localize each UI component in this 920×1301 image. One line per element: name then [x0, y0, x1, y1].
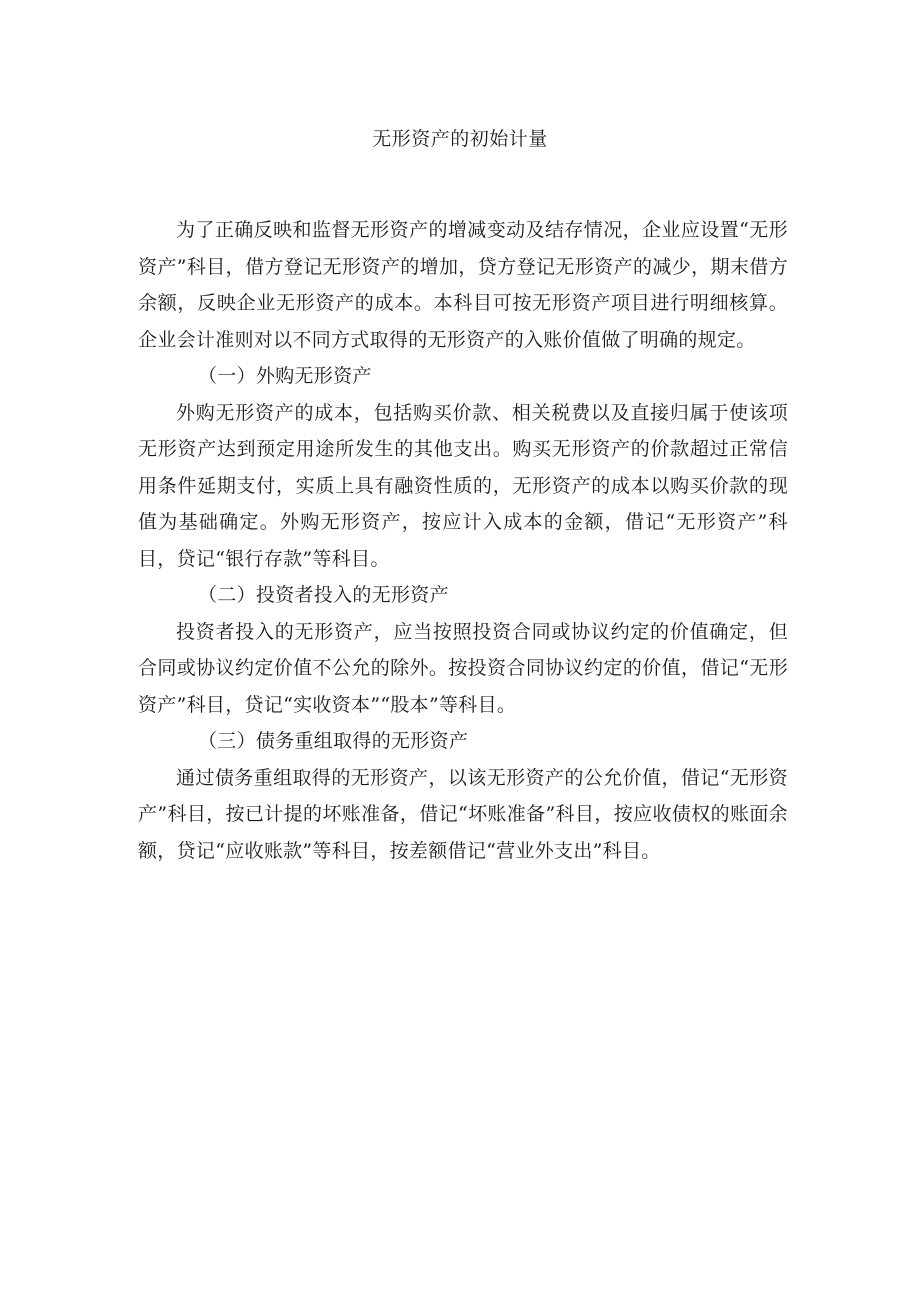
section-body-investor-contributed: 投资者投入的无形资产，应当按照投资合同或协议约定的价值确定，但合同或协议约定价值不公允的除外。按投资合同协议约定的价值，借记“无形资产”科目，贷记“实收资本”“股本”等科目。 — [138, 620, 788, 716]
document-title: 无形资产的初始计量 — [372, 128, 548, 150]
document-body — [138, 212, 788, 869]
intro-paragraph: 为了正确反映和监督无形资产的增减变动及结存情况，企业应设置“无形资产”科目，借方登记无形资产的增加，贷方登记无形资产的减少，期末借方余额，反映企业无形资产的成本。本科目可按无形资产项目进行明细核算。企业会计准则对以不同方式取得的无形资产的入账价值做了明确的规定。 — [138, 219, 788, 351]
section-heading-investor-contributed: （二）投资者投入的无形资产 — [198, 584, 449, 606]
section-heading-purchased: （一）外购无形资产 — [198, 365, 372, 387]
section-heading-debt-restructuring: （三）债务重组取得的无形资产 — [198, 730, 469, 752]
section-body-purchased: 外购无形资产的成本，包括购买价款、相关税费以及直接归属于使该项无形资产达到预定用途所发生的其他支出。购买无形资产的价款超过正常信用条件延期支付，实质上具有融资性质的，无形资产的成本以购买价款的现值为基础确定。外购无形资产，按应计入成本的金额，借记“无形资产”科目，贷记“银行存款”等科目。 — [138, 401, 788, 570]
section-body-debt-restructuring: 通过债务重组取得的无形资产，以该无形资产的公允价值，借记“无形资产”科目，按已计提的坏账准备，借记“坏账准备”科目，按应收债权的账面余额，贷记“应收账款”等科目，按差额借记“营业外支出”科目。 — [138, 766, 788, 862]
